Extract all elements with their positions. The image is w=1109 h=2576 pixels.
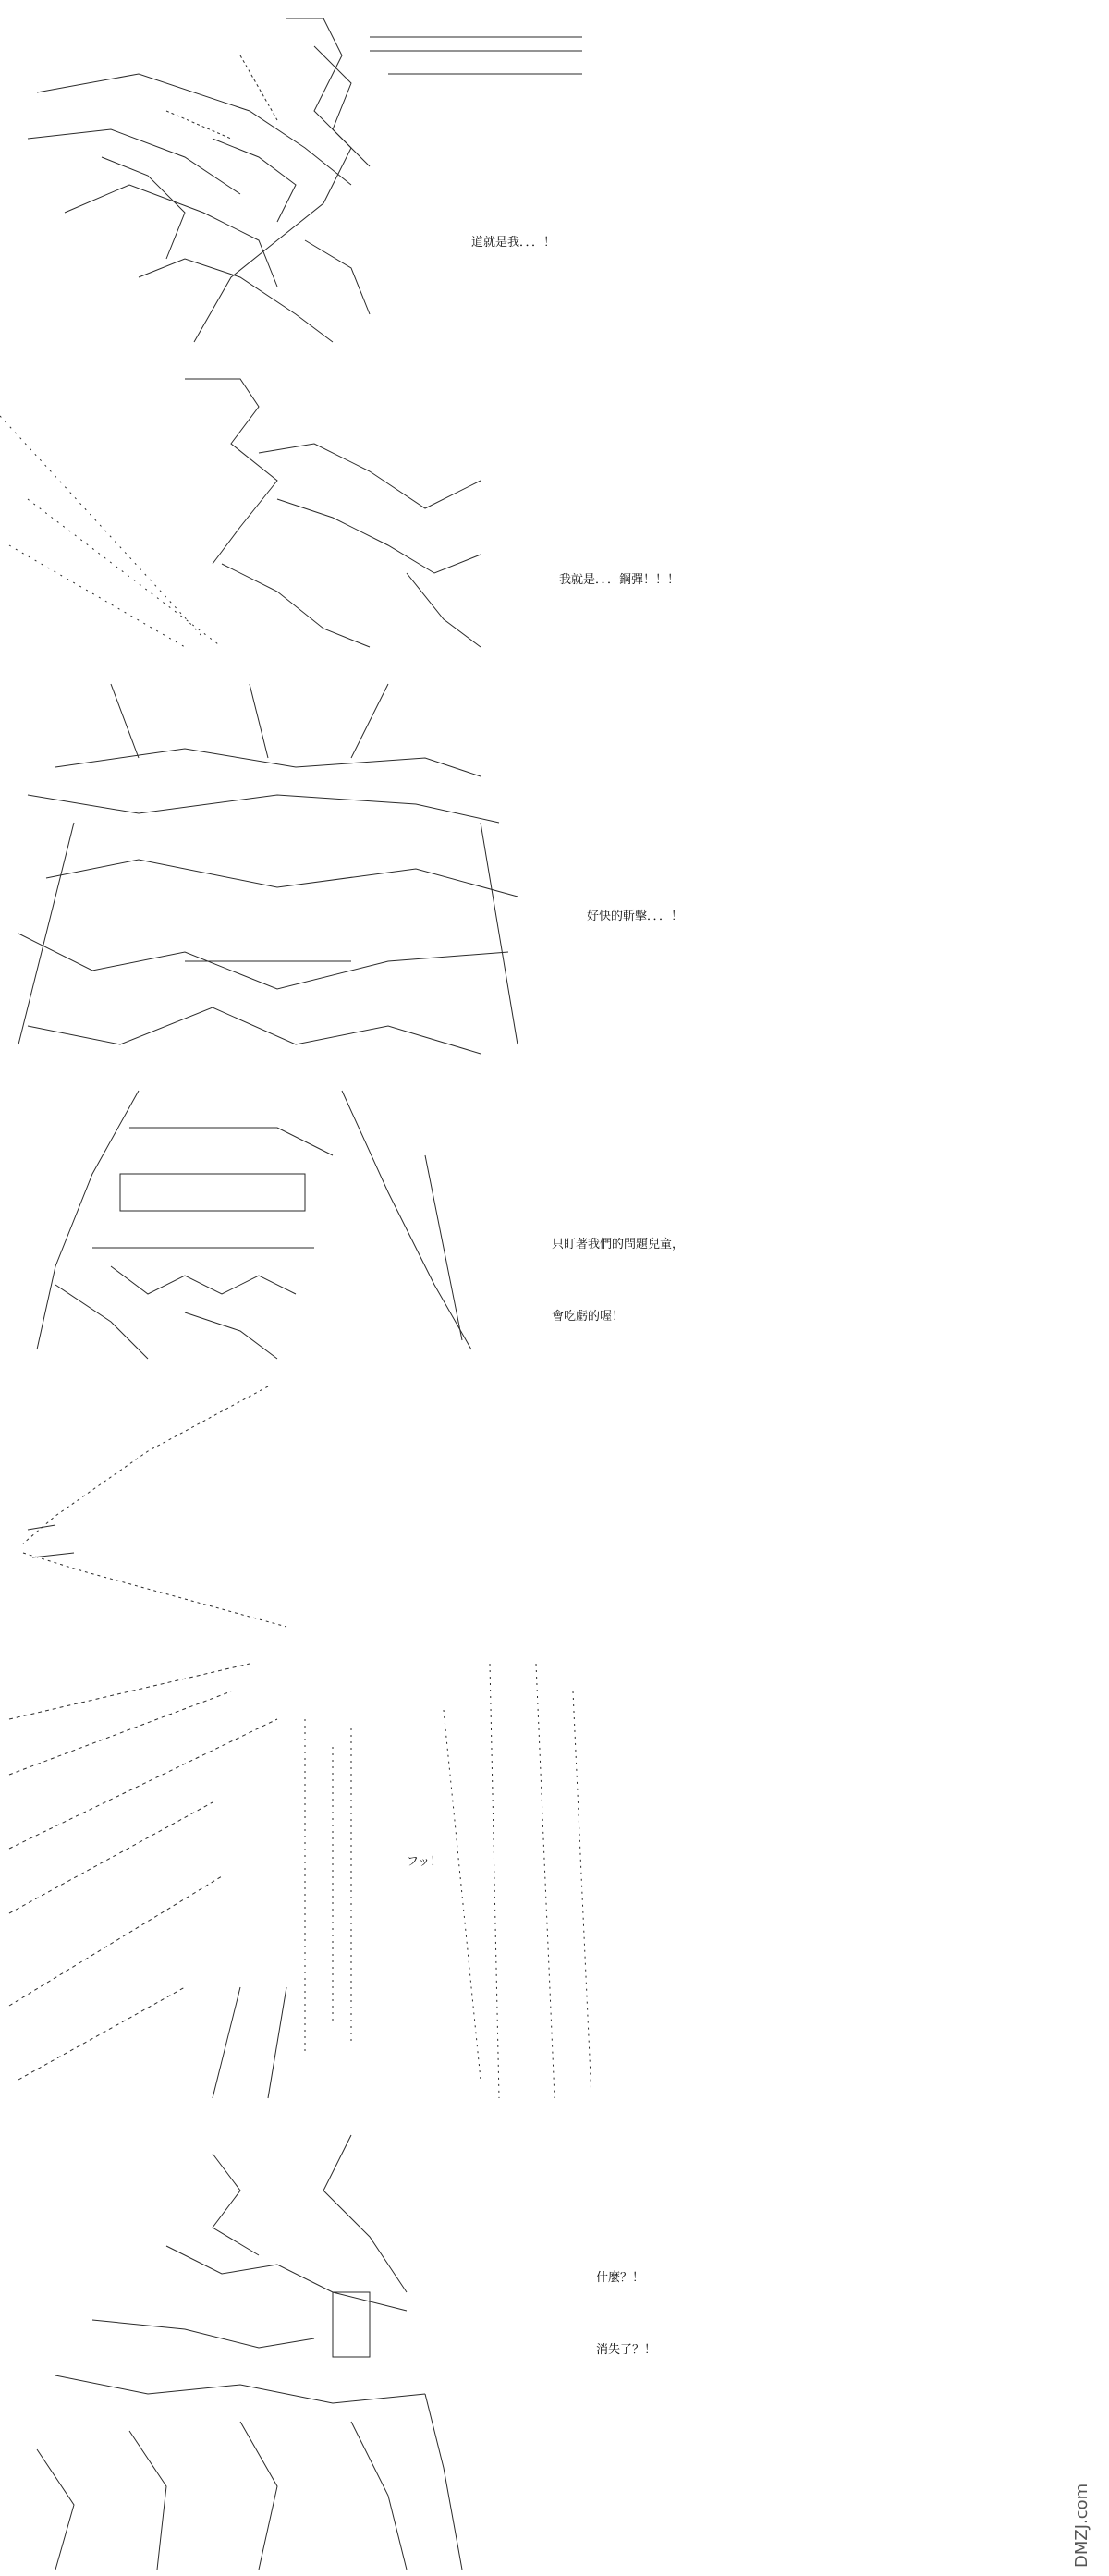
- dialogue-line: 消失了？！: [596, 2343, 657, 2357]
- dialogue-line: 什麼？！: [596, 2271, 645, 2285]
- dialogue-line: 好快的斬擊．．．！: [587, 910, 684, 923]
- dialogue-panel-3: [587, 857, 683, 977]
- dialogue-panel-4: [552, 1185, 684, 1377]
- ascii-art-mecha-surprised: [0, 2117, 591, 2576]
- ascii-art-grinning-mecha: [0, 1081, 591, 1377]
- panel-7: [0, 2117, 1109, 2576]
- dialogue-line: フッ！: [407, 1855, 443, 1869]
- watermark-logo: [1072, 2431, 1092, 2570]
- panel-4: [0, 1081, 1109, 1377]
- ascii-art-winged-mecha: [0, 656, 591, 1081]
- ascii-art-speed-lines: [0, 1377, 591, 1636]
- dialogue-line: 我就是．．．鋼彈！！！: [559, 573, 680, 587]
- dialogue-line: 只盯著我們的問題兒童，: [552, 1238, 685, 1251]
- dialogue-panel-7: [596, 2218, 656, 2411]
- panel-1: [0, 0, 1109, 360]
- panel-2: [0, 360, 1109, 656]
- dialogue-line: 道就是我．．．！: [471, 236, 556, 250]
- panel-5: [0, 1377, 1109, 1636]
- ascii-art-mecha-sword: [0, 0, 591, 360]
- dmzj-watermark: [1072, 2431, 1092, 2570]
- watermark-text: DMZJ.com: [1072, 2483, 1091, 2568]
- ascii-art-gundam-declaration: [0, 360, 591, 656]
- ascii-art-dash-lines: [0, 1636, 591, 2117]
- panel-3: [0, 656, 1109, 1081]
- dialogue-panel-6: [407, 1802, 442, 1923]
- dialogue-panel-2: [559, 520, 679, 641]
- panel-6: [0, 1636, 1109, 2117]
- dialogue-line: 會吃虧的喔！: [552, 1310, 625, 1324]
- dialogue-panel-1: [471, 183, 555, 303]
